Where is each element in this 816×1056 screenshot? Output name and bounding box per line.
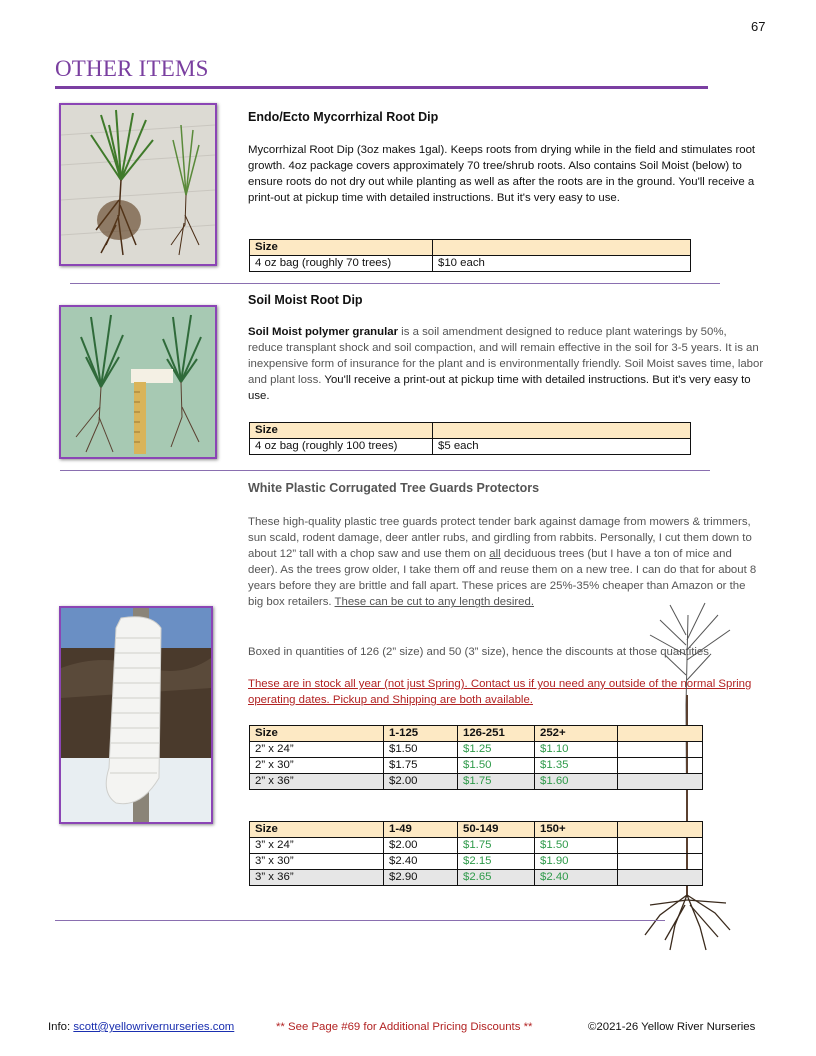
table-header-cell bbox=[433, 240, 691, 256]
section3-paragraph2: Boxed in quantities of 126 (2” size) and 50 (3” size), hence the discounts at those quantities. bbox=[248, 646, 713, 658]
section2-black-text: You'll receive a print-out at pickup time with detailed instructions. But it's very easy to use. bbox=[248, 374, 751, 403]
section3-emphasis-all: all bbox=[489, 548, 501, 561]
table-cell: 2” x 24” bbox=[250, 742, 384, 758]
title-rule bbox=[55, 86, 708, 89]
table-cell: $1.75 bbox=[458, 838, 535, 854]
table-cell: 4 oz bag (roughly 100 trees) bbox=[250, 439, 433, 455]
tree-guard-photo bbox=[59, 606, 213, 824]
table-cell: 3” x 30” bbox=[250, 854, 384, 870]
table-cell bbox=[618, 854, 703, 870]
section-divider bbox=[70, 283, 720, 284]
table-row bbox=[250, 870, 703, 886]
footer-pricing-note bbox=[276, 1021, 532, 1033]
root-dip-price-table bbox=[249, 239, 691, 272]
footer-info-label: Info: bbox=[48, 1021, 71, 1033]
table-cell: $1.50 bbox=[384, 742, 458, 758]
table-cell: 2” x 30” bbox=[250, 758, 384, 774]
soil-moist-photo bbox=[59, 305, 217, 459]
footer-copyright: ©2021-26 Yellow River Nurseries bbox=[588, 1021, 756, 1033]
table-cell bbox=[618, 758, 703, 774]
table-cell: 4 oz bag (roughly 70 trees) bbox=[250, 256, 433, 272]
section3-heading: White Plastic Corrugated Tree Guards Protectors bbox=[248, 481, 540, 495]
section3-text: deciduous trees (but I have a ton of mice and deer). As the trees grow older, I take them off and reuse them on a new tree. I can do that for about 8 years before they are brittle and fall apart. These prices are 25%-35% cheaper than Amazon or the big box retailers. bbox=[248, 548, 757, 609]
table-header-cell bbox=[618, 822, 703, 838]
footer-info bbox=[48, 1021, 234, 1033]
table-cell: $2.40 bbox=[384, 854, 458, 870]
table-row bbox=[250, 256, 691, 272]
section-divider bbox=[55, 920, 665, 921]
soil-moist-price-table bbox=[249, 422, 691, 455]
table-cell: $2.90 bbox=[384, 870, 458, 886]
section1-heading: Endo/Ecto Mycorrhizal Root Dip bbox=[248, 110, 439, 124]
table-cell: 3” x 24” bbox=[250, 838, 384, 854]
table-row bbox=[250, 838, 703, 854]
table-header-cell: 50-149 bbox=[458, 822, 535, 838]
table-header-cell bbox=[433, 423, 691, 439]
table-cell bbox=[618, 838, 703, 854]
section2-heading: Soil Moist Root Dip bbox=[248, 293, 363, 307]
table-cell: $1.90 bbox=[535, 854, 618, 870]
table-cell bbox=[618, 774, 703, 790]
table-cell: $1.50 bbox=[535, 838, 618, 854]
table-cell: 3” x 36” bbox=[250, 870, 384, 886]
table-header-cell: 1-125 bbox=[384, 726, 458, 742]
table-cell: $10 each bbox=[433, 256, 691, 272]
table-cell: 2” x 36” bbox=[250, 774, 384, 790]
table-cell: $1.60 bbox=[535, 774, 618, 790]
tree-guard-3in-price-table bbox=[249, 821, 703, 886]
table-cell: $1.75 bbox=[384, 758, 458, 774]
section1-description: Mycorrhizal Root Dip (3oz makes 1gal). Keeps roots from drying while in the field and stimulates root growth. 4oz package covers approximately 70 tree/shrub roots. Also contains Soil Moist (below) to ensure roots do not dry out while planting as well as after the roots are in the ground. You'll receive a print-out at pickup time with detailed instructions. But it's very easy to use. bbox=[248, 144, 756, 205]
table-cell: $2.65 bbox=[458, 870, 535, 886]
table-row bbox=[250, 854, 703, 870]
table-header-cell bbox=[618, 726, 703, 742]
table-cell: $2.15 bbox=[458, 854, 535, 870]
table-header-cell: Size bbox=[250, 423, 433, 439]
page-number: 67 bbox=[751, 19, 766, 34]
page-title: OTHER ITEMS bbox=[55, 56, 209, 81]
table-cell: $2.40 bbox=[535, 870, 618, 886]
table-row bbox=[250, 742, 703, 758]
footer-email-link[interactable]: scott@yellowrivernurseries.com bbox=[73, 1021, 235, 1033]
section3-text: These high-quality plastic tree guards protect tender bark against damage from mowers & trimmers, sun scald, rodent damage, deer antler rubs, and girdling from rabbits. Personally, I cut them down to about 12” tall with a chop saw and use them on bbox=[248, 516, 752, 561]
table-header-cell: 252+ bbox=[535, 726, 618, 742]
table-row bbox=[250, 758, 703, 774]
section3-stock-note: These are in stock all year (not just Spring). Contact us if you need any outside of the normal Spring operating dates. Pickup and Shipping are both available. bbox=[248, 678, 752, 707]
section2-description bbox=[248, 324, 764, 404]
table-header-cell: 150+ bbox=[535, 822, 618, 838]
table-cell: $5 each bbox=[433, 439, 691, 455]
table-header-cell: Size bbox=[250, 240, 433, 256]
table-cell: $1.10 bbox=[535, 742, 618, 758]
table-row bbox=[250, 439, 691, 455]
table-cell: $1.75 bbox=[458, 774, 535, 790]
table-cell: $2.00 bbox=[384, 774, 458, 790]
section2-grey-text: is a soil amendment designed to reduce plant waterings by 50%, reduce transplant shock and soil compaction, and will remain effective in the soil for 3-5 years. It is an inexpensive form of insurance for the plant and is environmentally friendly. Soil Moist saves time, labor and plant loss. bbox=[248, 326, 764, 387]
table-cell: $1.25 bbox=[458, 742, 535, 758]
table-header-cell: 126-251 bbox=[458, 726, 535, 742]
table-header-cell: Size bbox=[250, 822, 384, 838]
table-row bbox=[250, 774, 703, 790]
section3-underline-text: These can be cut to any length desired. bbox=[334, 596, 534, 609]
table-cell: $1.35 bbox=[535, 758, 618, 774]
table-header-cell: 1-49 bbox=[384, 822, 458, 838]
footer-note-text: ** See Page #69 for Additional Pricing Discounts ** bbox=[276, 1021, 533, 1033]
section2-bold-text: Soil Moist polymer granular bbox=[248, 326, 399, 338]
tree-guard-2in-price-table bbox=[249, 725, 703, 790]
table-cell: $1.50 bbox=[458, 758, 535, 774]
root-dip-photo bbox=[59, 103, 217, 266]
table-header-cell: Size bbox=[250, 726, 384, 742]
section-divider bbox=[60, 470, 710, 471]
table-cell bbox=[618, 870, 703, 886]
table-cell: $2.00 bbox=[384, 838, 458, 854]
table-cell bbox=[618, 742, 703, 758]
